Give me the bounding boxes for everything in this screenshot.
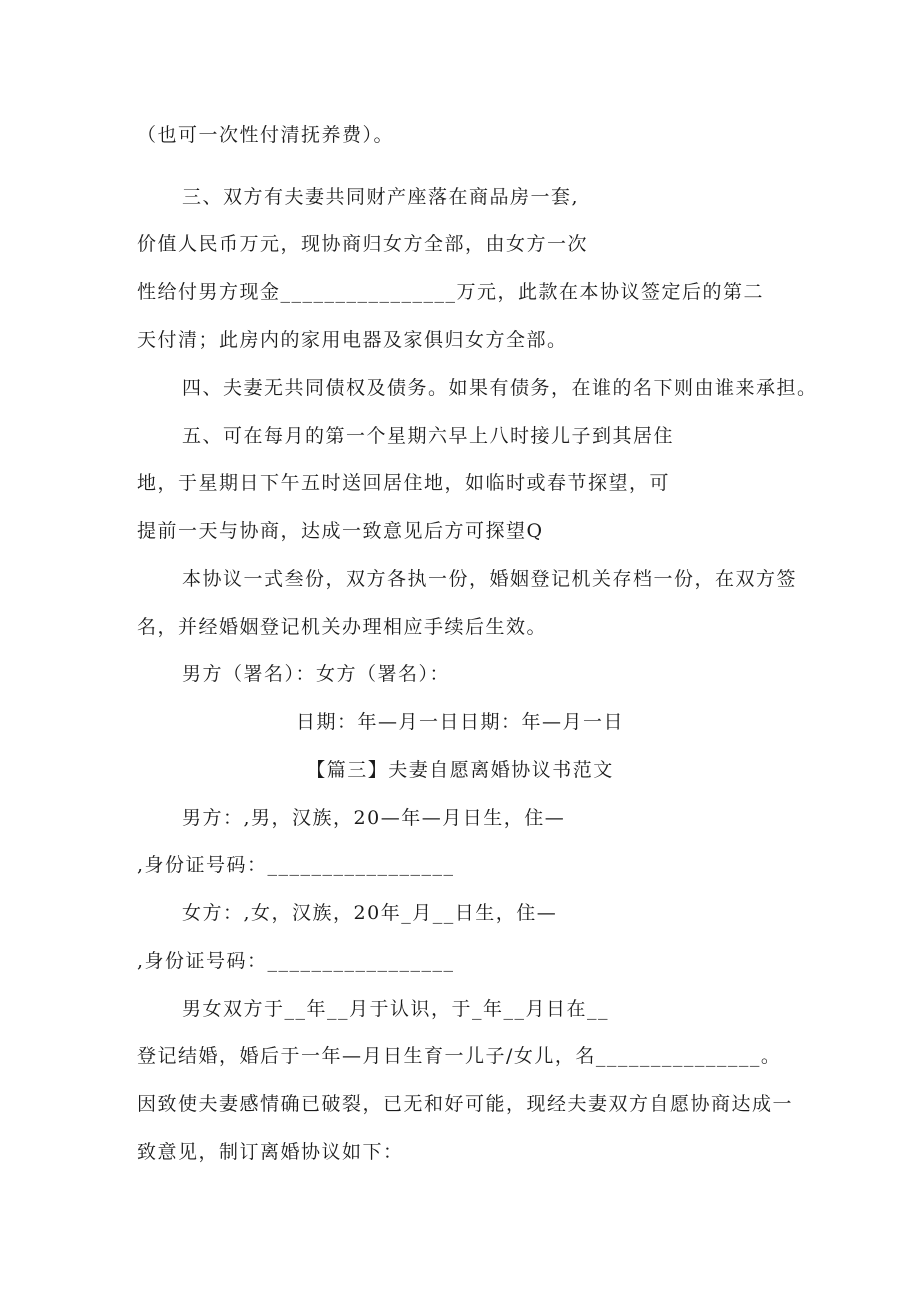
text-line: 价值人民币万元，现协商归女方全部，由女方一次 bbox=[137, 233, 589, 255]
text-line: 地，于星期日下午五时送回居住地，如临时或春节探望，可 bbox=[137, 472, 671, 494]
text-line: 三、双方有夫妻共同财产座落在商品房一套, bbox=[182, 186, 580, 208]
text-line: 天付清；此房内的家用电器及家俱归女方全部。 bbox=[137, 329, 568, 351]
date-line: 日期：年—月一日日期：年—月一日 bbox=[295, 711, 624, 733]
text-line: ,身份证号码：_________________ bbox=[137, 950, 455, 972]
text-line: 女方：,女，汉族，20年_月__日生，住— bbox=[182, 902, 558, 924]
text-line: 四、夫妻无共同债权及债务。如果有债务，在谁的名下则由谁来承担。 bbox=[182, 377, 818, 399]
text-line: 提前一天与协商，达成一致意见后方可探望Q bbox=[137, 520, 544, 542]
text-line: 本协议一式叁份，双方各执一份，婚姻登记机关存档一份，在双方签 bbox=[182, 568, 798, 590]
section-heading: 【篇三】夫妻自愿离婚协议书范文 bbox=[306, 759, 614, 781]
signature-line: 男方（署名）：女方（署名）： bbox=[182, 663, 451, 685]
text-line: 致意见，制订离婚协议如下： bbox=[137, 1141, 404, 1163]
text-line: 五、可在每月的第一个星期六早上八时接儿子到其居住 bbox=[182, 425, 675, 447]
text-line: 性给付男方现金________________万元，此款在本协议签定后的第二 bbox=[137, 281, 765, 303]
text-line: 名，并经婚姻登记机关办理相应手续后生效。 bbox=[137, 616, 548, 638]
text-line: （也可一次性付清抚养费）。 bbox=[137, 124, 395, 146]
text-line: 登记结婚，婚后于一年—月日生育一儿子/女儿，名_______________。 bbox=[137, 1045, 782, 1067]
text-line: 男女双方于__年__月于认识，于_年__月日在__ bbox=[182, 998, 610, 1020]
text-line: ,身份证号码：_________________ bbox=[137, 854, 455, 876]
text-line: 男方：,男，汉族，20—年—月日生，住— bbox=[182, 807, 566, 829]
text-line: 因致使夫妻感情确已破裂，已无和好可能，现经夫妻双方自愿协商达成一 bbox=[137, 1093, 794, 1115]
